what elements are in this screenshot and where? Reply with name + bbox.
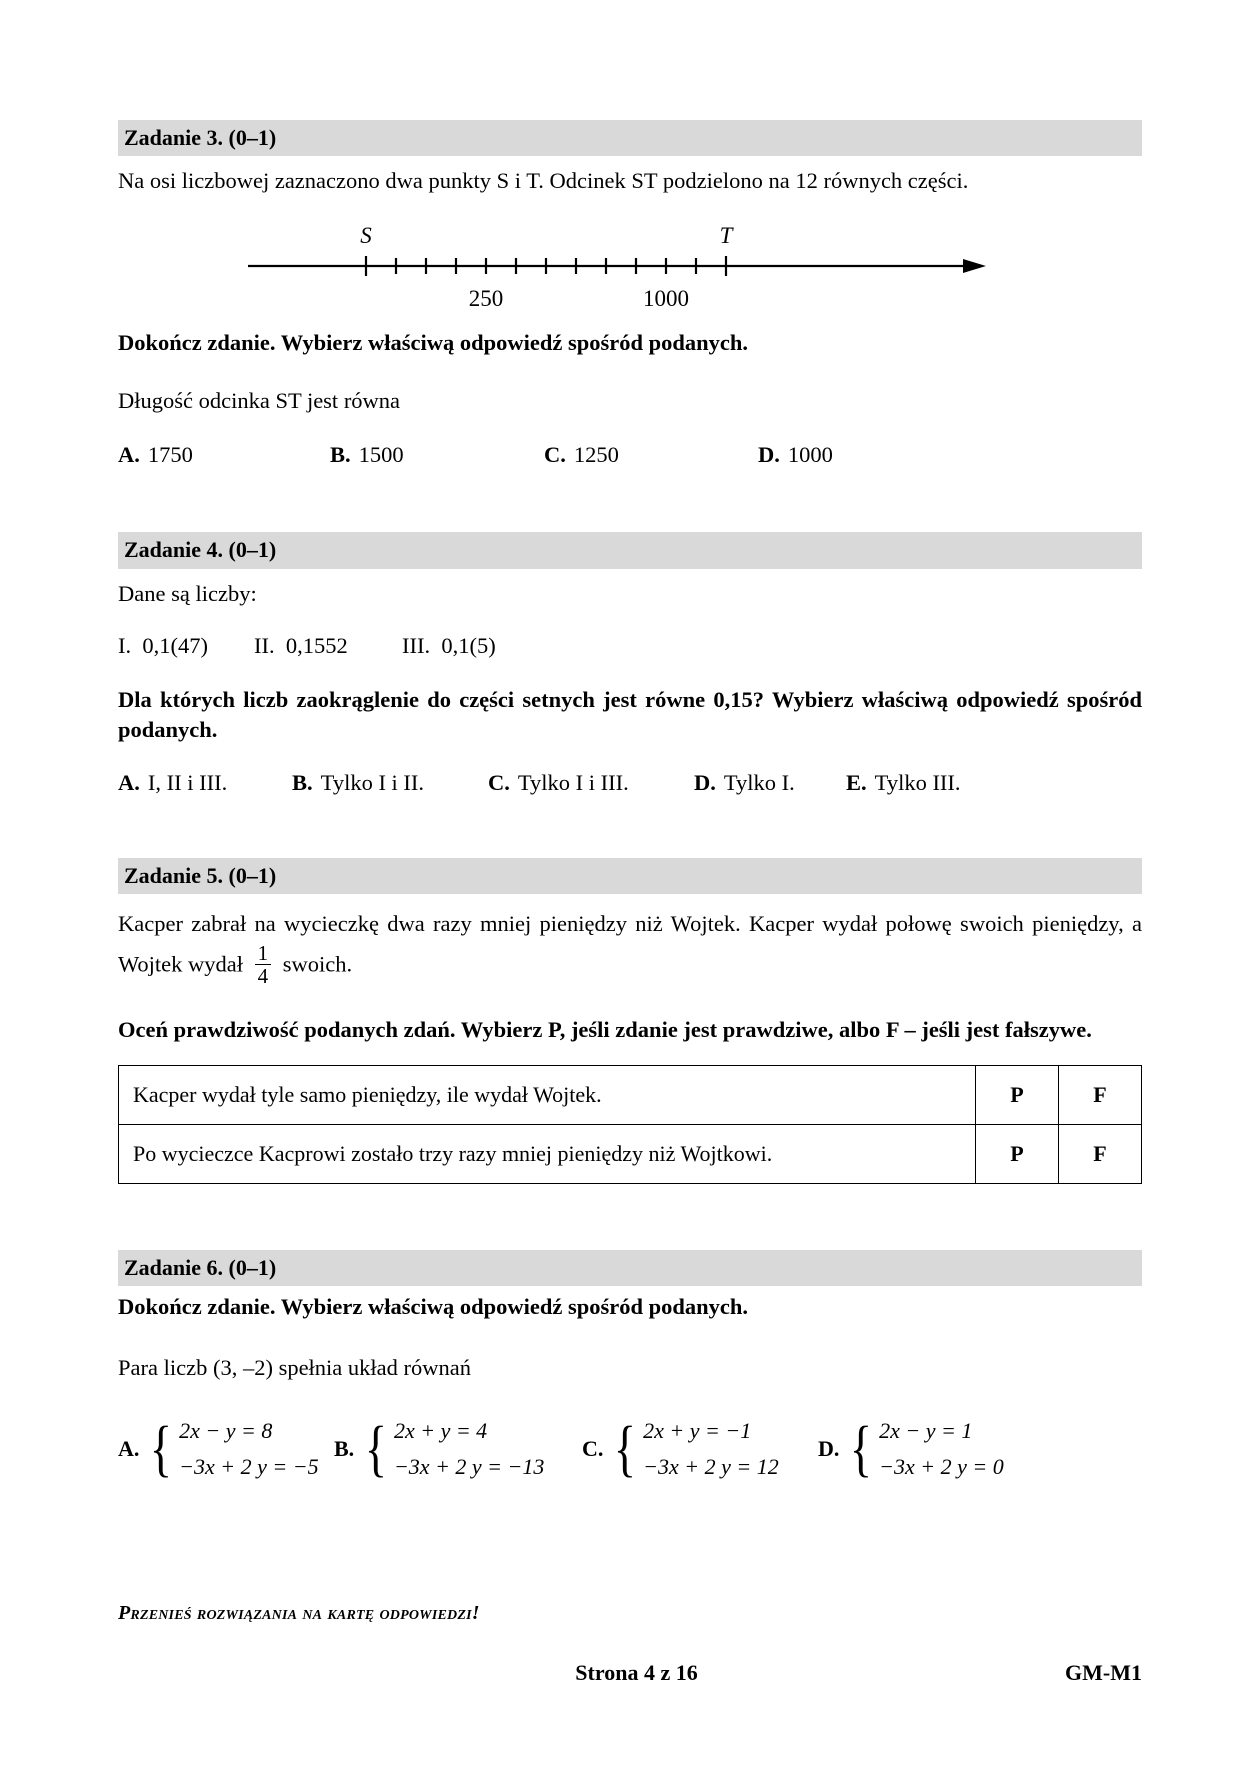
task4-answer-b[interactable] — [292, 770, 488, 796]
task5-fraction — [255, 942, 272, 987]
task6-system-b-eq1: 2x + y = 4 — [393, 1418, 488, 1444]
task4-numbers — [118, 633, 1142, 659]
task3-answer-b-text: 1500 — [358, 442, 404, 468]
task6-system-d-eq2: −3x + 2 y = 0 — [879, 1454, 1004, 1480]
task4-answer-d[interactable] — [694, 770, 846, 796]
task5-header: Zadanie 5. (0–1) — [118, 858, 1142, 894]
label-250: 250 — [468, 285, 504, 311]
page-footer — [118, 1660, 1142, 1686]
task6-system-d-eq1: 2x − y = 1 — [879, 1418, 973, 1444]
task6-system-c-letter: C. — [582, 1436, 604, 1462]
task4-number-iii-roman: III. — [402, 633, 431, 659]
brace-icon: { — [614, 1414, 637, 1483]
label-t: T — [719, 222, 733, 248]
task5-intro-part2: swoich. — [282, 951, 353, 977]
task4-answer-d-text: Tylko I. — [723, 769, 795, 795]
task6-systems — [118, 1413, 1142, 1486]
task4-number-ii — [254, 633, 402, 659]
task6-system-c[interactable] — [582, 1413, 818, 1486]
task3-answer-c[interactable] — [544, 442, 758, 468]
task4-header: Zadanie 4. (0–1) — [118, 532, 1142, 568]
task5-row2-f[interactable]: F — [1059, 1124, 1142, 1183]
task3-answer-a-letter: A. — [118, 442, 140, 468]
task3-stem — [118, 386, 1142, 416]
task5-row1-f[interactable]: F — [1059, 1065, 1142, 1124]
task3-stem-text: Długość odcinka ST jest równa — [118, 388, 401, 414]
task5-statement-1: Kacper wydał tyle samo pieniędzy, ile wydał Wojtek. — [119, 1065, 976, 1124]
task6-system-d-letter: D. — [818, 1436, 840, 1462]
task4-answer-e-letter: E. — [846, 769, 867, 795]
task3-instruction: Dokończ zdanie. Wybierz właściwą odpowiedź spośród podanych. — [118, 329, 749, 355]
brace-icon: { — [150, 1414, 173, 1483]
task5-row2-p[interactable]: P — [976, 1124, 1059, 1183]
task3-intro-text: Na osi liczbowej zaznaczono dwa punkty S i T. Odcinek ST podzielono na 12 równych części. — [118, 168, 969, 194]
task4-answer-c[interactable] — [488, 770, 694, 796]
page-number: Strona 4 z 16 — [575, 1660, 698, 1685]
exam-code: GM-M1 — [1065, 1660, 1142, 1685]
task3-answer-a-text: 1750 — [147, 442, 193, 468]
task5-statement-2: Po wycieczce Kacprowi zostało trzy razy mniej pieniędzy niż Wojtkowi. — [119, 1124, 976, 1183]
task4-answer-a-text: I, II i III. — [147, 769, 228, 795]
task6-system-a[interactable] — [118, 1413, 334, 1486]
task4-instruction: Dla których liczb zaokrąglenie do części setnych jest równe 0,15? Wybierz właściwą odpowiedź spośród podanych. — [118, 687, 1142, 743]
task6-system-a-eq1: 2x − y = 8 — [179, 1418, 273, 1444]
task6-system-c-eq1: 2x + y = −1 — [643, 1418, 752, 1444]
brace-icon: { — [364, 1414, 388, 1483]
transfer-answers-note: Przenieś rozwiązania na kartę odpowiedzi! — [118, 1602, 480, 1624]
task6-system-b-eq2: −3x + 2 y = −13 — [393, 1454, 545, 1480]
label-1000: 1000 — [643, 285, 689, 311]
task4-answer-e-text: Tylko III. — [874, 769, 961, 795]
task4-answer-b-text: Tylko I i II. — [320, 769, 425, 795]
task4-number-ii-roman: II. — [254, 633, 275, 659]
task3-header: Zadanie 3. (0–1) — [118, 120, 1142, 156]
task4-answer-c-letter: C. — [488, 769, 510, 795]
task3-answer-b-letter: B. — [330, 442, 351, 468]
task3-answer-a[interactable] — [118, 442, 330, 468]
table-row — [119, 1065, 1142, 1124]
task4-number-ii-value: 0,1552 — [285, 633, 348, 659]
task4-answer-a[interactable] — [118, 770, 292, 796]
task6-system-d[interactable] — [818, 1413, 1004, 1486]
task4-number-i — [118, 633, 254, 659]
table-row — [119, 1124, 1142, 1183]
task4-answer-c-text: Tylko I i III. — [517, 769, 629, 795]
task4-number-i-roman: I. — [118, 633, 132, 659]
task3-answer-c-text: 1250 — [573, 442, 619, 468]
task6-system-a-letter: A. — [118, 1436, 140, 1462]
task4-answer-b-letter: B. — [292, 769, 313, 795]
number-line-svg — [118, 211, 1142, 326]
task5-intro-part1: Kacper zabrał na wycieczkę dwa razy mniej pieniędzy niż Wojtek. Kacper wydał połowę swoich pieniędzy, a Wojtek wydał — [118, 911, 1142, 977]
task3-number-line — [118, 211, 1142, 326]
task6-system-a-eq2: −3x + 2 y = −5 — [179, 1454, 319, 1480]
label-s: S — [360, 222, 372, 248]
task3-answer-d-text: 1000 — [787, 442, 833, 468]
task4-answer-d-letter: D. — [694, 769, 716, 795]
task4-answer-a-letter: A. — [118, 769, 140, 795]
task5-fraction-denominator: 4 — [255, 964, 272, 987]
task5-pf-table — [118, 1065, 1142, 1184]
task4-answer-e[interactable] — [846, 770, 961, 796]
brace-icon: { — [850, 1414, 873, 1483]
task5-fraction-numerator: 1 — [257, 940, 269, 965]
task6-stem: Para liczb (3, –2) spełnia układ równań — [118, 1354, 472, 1380]
task4-number-i-value: 0,1(47) — [142, 633, 208, 659]
task5-row1-p[interactable]: P — [976, 1065, 1059, 1124]
task6-instruction: Dokończ zdanie. Wybierz właściwą odpowiedź spośród podanych. — [118, 1294, 749, 1320]
task3-answer-b[interactable] — [330, 442, 544, 468]
task6-system-b[interactable] — [334, 1413, 582, 1486]
task6-system-b-letter: B. — [334, 1436, 355, 1462]
task5-instruction: Oceń prawdziwość podanych zdań. Wybierz P, jeśli zdanie jest prawdziwe, albo F – jeśli jest fałszywe. — [118, 1016, 1092, 1042]
task5-intro — [118, 904, 1142, 988]
task4-number-iii-value: 0,1(5) — [441, 633, 496, 659]
task4-number-iii — [402, 633, 496, 659]
task4-answers — [118, 770, 1142, 796]
task3-answer-c-letter: C. — [544, 442, 566, 468]
task4-intro: Dane są liczby: — [118, 580, 257, 606]
task6-header: Zadanie 6. (0–1) — [118, 1250, 1142, 1286]
task3-answer-d-letter: D. — [758, 442, 780, 468]
task3-intro — [118, 166, 1142, 196]
task6-system-c-eq2: −3x + 2 y = 12 — [643, 1454, 779, 1480]
task3-answers — [118, 442, 1142, 468]
task3-answer-d[interactable] — [758, 442, 833, 468]
